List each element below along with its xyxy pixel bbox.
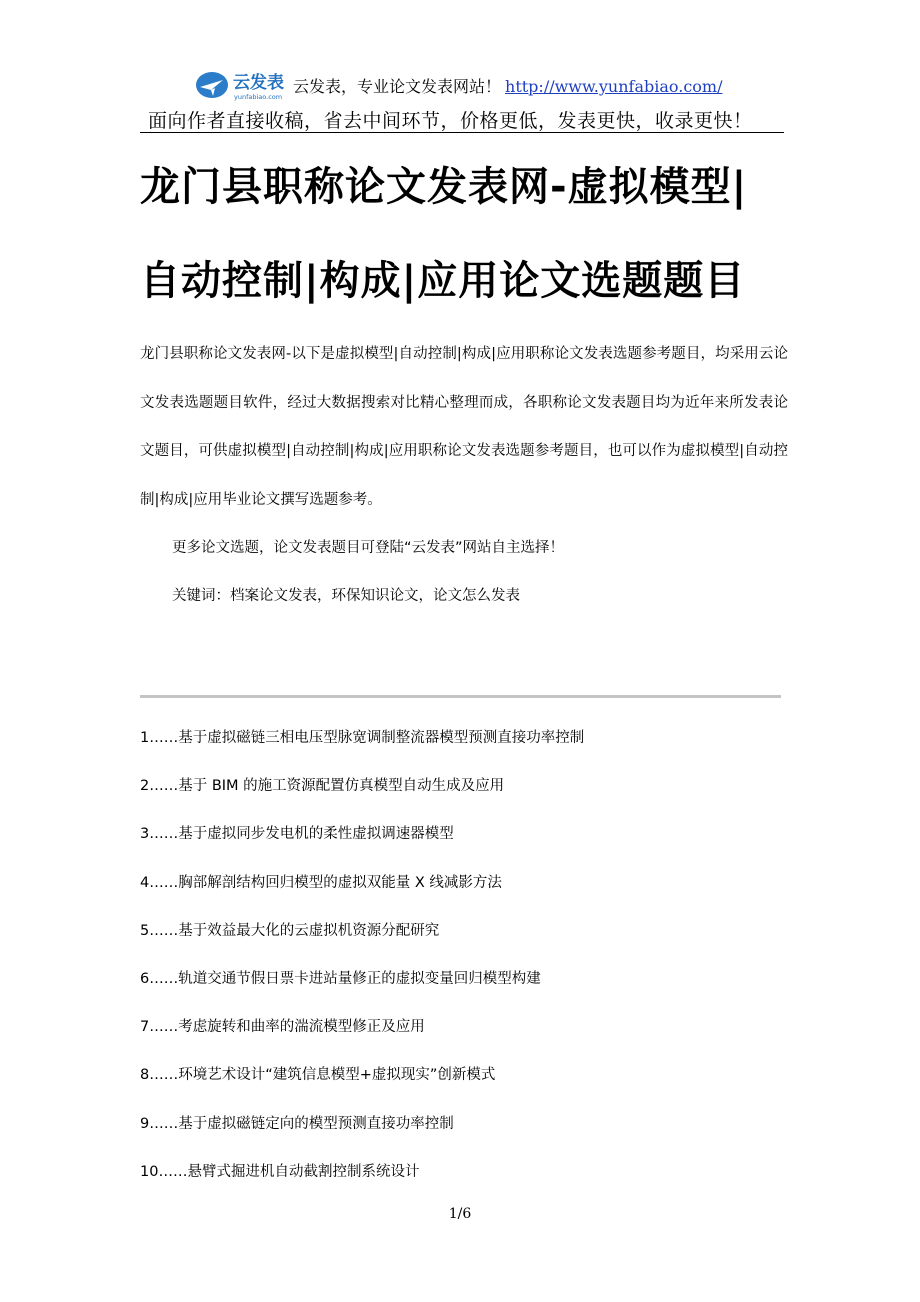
logo-text: 云发表 xyxy=(233,73,284,93)
list-item: 10……悬臂式掘进机自动截割控制系统设计 xyxy=(140,1163,420,1180)
list-item: 1……基于虚拟磁链三相电压型脉宽调制整流器模型预测直接功率控制 xyxy=(140,730,585,746)
title-line-2: 自动控制|构成|应用论文选题题目 xyxy=(140,258,746,304)
logo-subtext: yunfabiao.com xyxy=(234,93,283,101)
list-item: 7……考虑旋转和曲率的湍流模型修正及应用 xyxy=(140,1019,425,1036)
list-item: 3……基于虚拟同步发电机的柔性虚拟调速器模型 xyxy=(140,826,454,843)
header-tagline: 云发表，专业论文发表网站！ xyxy=(293,77,502,96)
section-divider xyxy=(140,695,781,698)
cloud-plane-icon xyxy=(196,72,228,98)
page-number: 1/6 xyxy=(448,1206,472,1222)
list-item: 9……基于虚拟磁链定向的模型预测直接功率控制 xyxy=(140,1115,454,1132)
document-title xyxy=(140,140,800,328)
list-item: 6……轨道交通节假日票卡进站量修正的虚拟变量回归模型构建 xyxy=(140,970,541,987)
list-item: 5……基于效益最大化的云虚拟机资源分配研究 xyxy=(140,922,440,939)
header-tagline-line xyxy=(293,74,722,97)
keywords-line: 关键词：档案论文发表，环保知识论文，论文怎么发表 xyxy=(172,588,520,604)
list-item: 2……基于 BIM 的施工资源配置仿真模型自动生成及应用 xyxy=(140,778,505,795)
topic-list xyxy=(140,716,584,1198)
list-item: 8……环境艺术设计“建筑信息模型+虚拟现实”创新模式 xyxy=(140,1067,496,1084)
intro-paragraph: 龙门县职称论文发表网-以下是虚拟模型|自动控制|构成|应用职称论文发表选题参考题目，均采用云论文发表选题题目软件，经过大数据搜索对比精心整理而成，各职称论文发表题目均为近年来所发表论文题目，可供虚拟模型|自动控制|构成|应用职称论文发表选题参考题目，也可以作为虚拟模型|自动控制|构成|应用毕业论文撰写选题参考。 xyxy=(140,346,788,508)
header-slogan: 面向作者直接收稿，省去中间环节，价格更低，发表更快，收录更快！ xyxy=(148,110,753,132)
page-header xyxy=(140,66,784,132)
more-topics-note: 更多论文选题，论文发表题目可登陆“云发表”网站自主选择！ xyxy=(172,540,565,556)
list-item: 4……胸部解剖结构回归模型的虚拟双能量 X 线减影方法 xyxy=(140,874,502,891)
header-divider xyxy=(140,132,784,133)
yunfabiao-logo xyxy=(195,68,295,104)
header-url-link[interactable]: http://www.yunfabiao.com/ xyxy=(505,77,723,96)
title-line-1: 龙门县职称论文发表网-虚拟模型| xyxy=(140,164,748,210)
